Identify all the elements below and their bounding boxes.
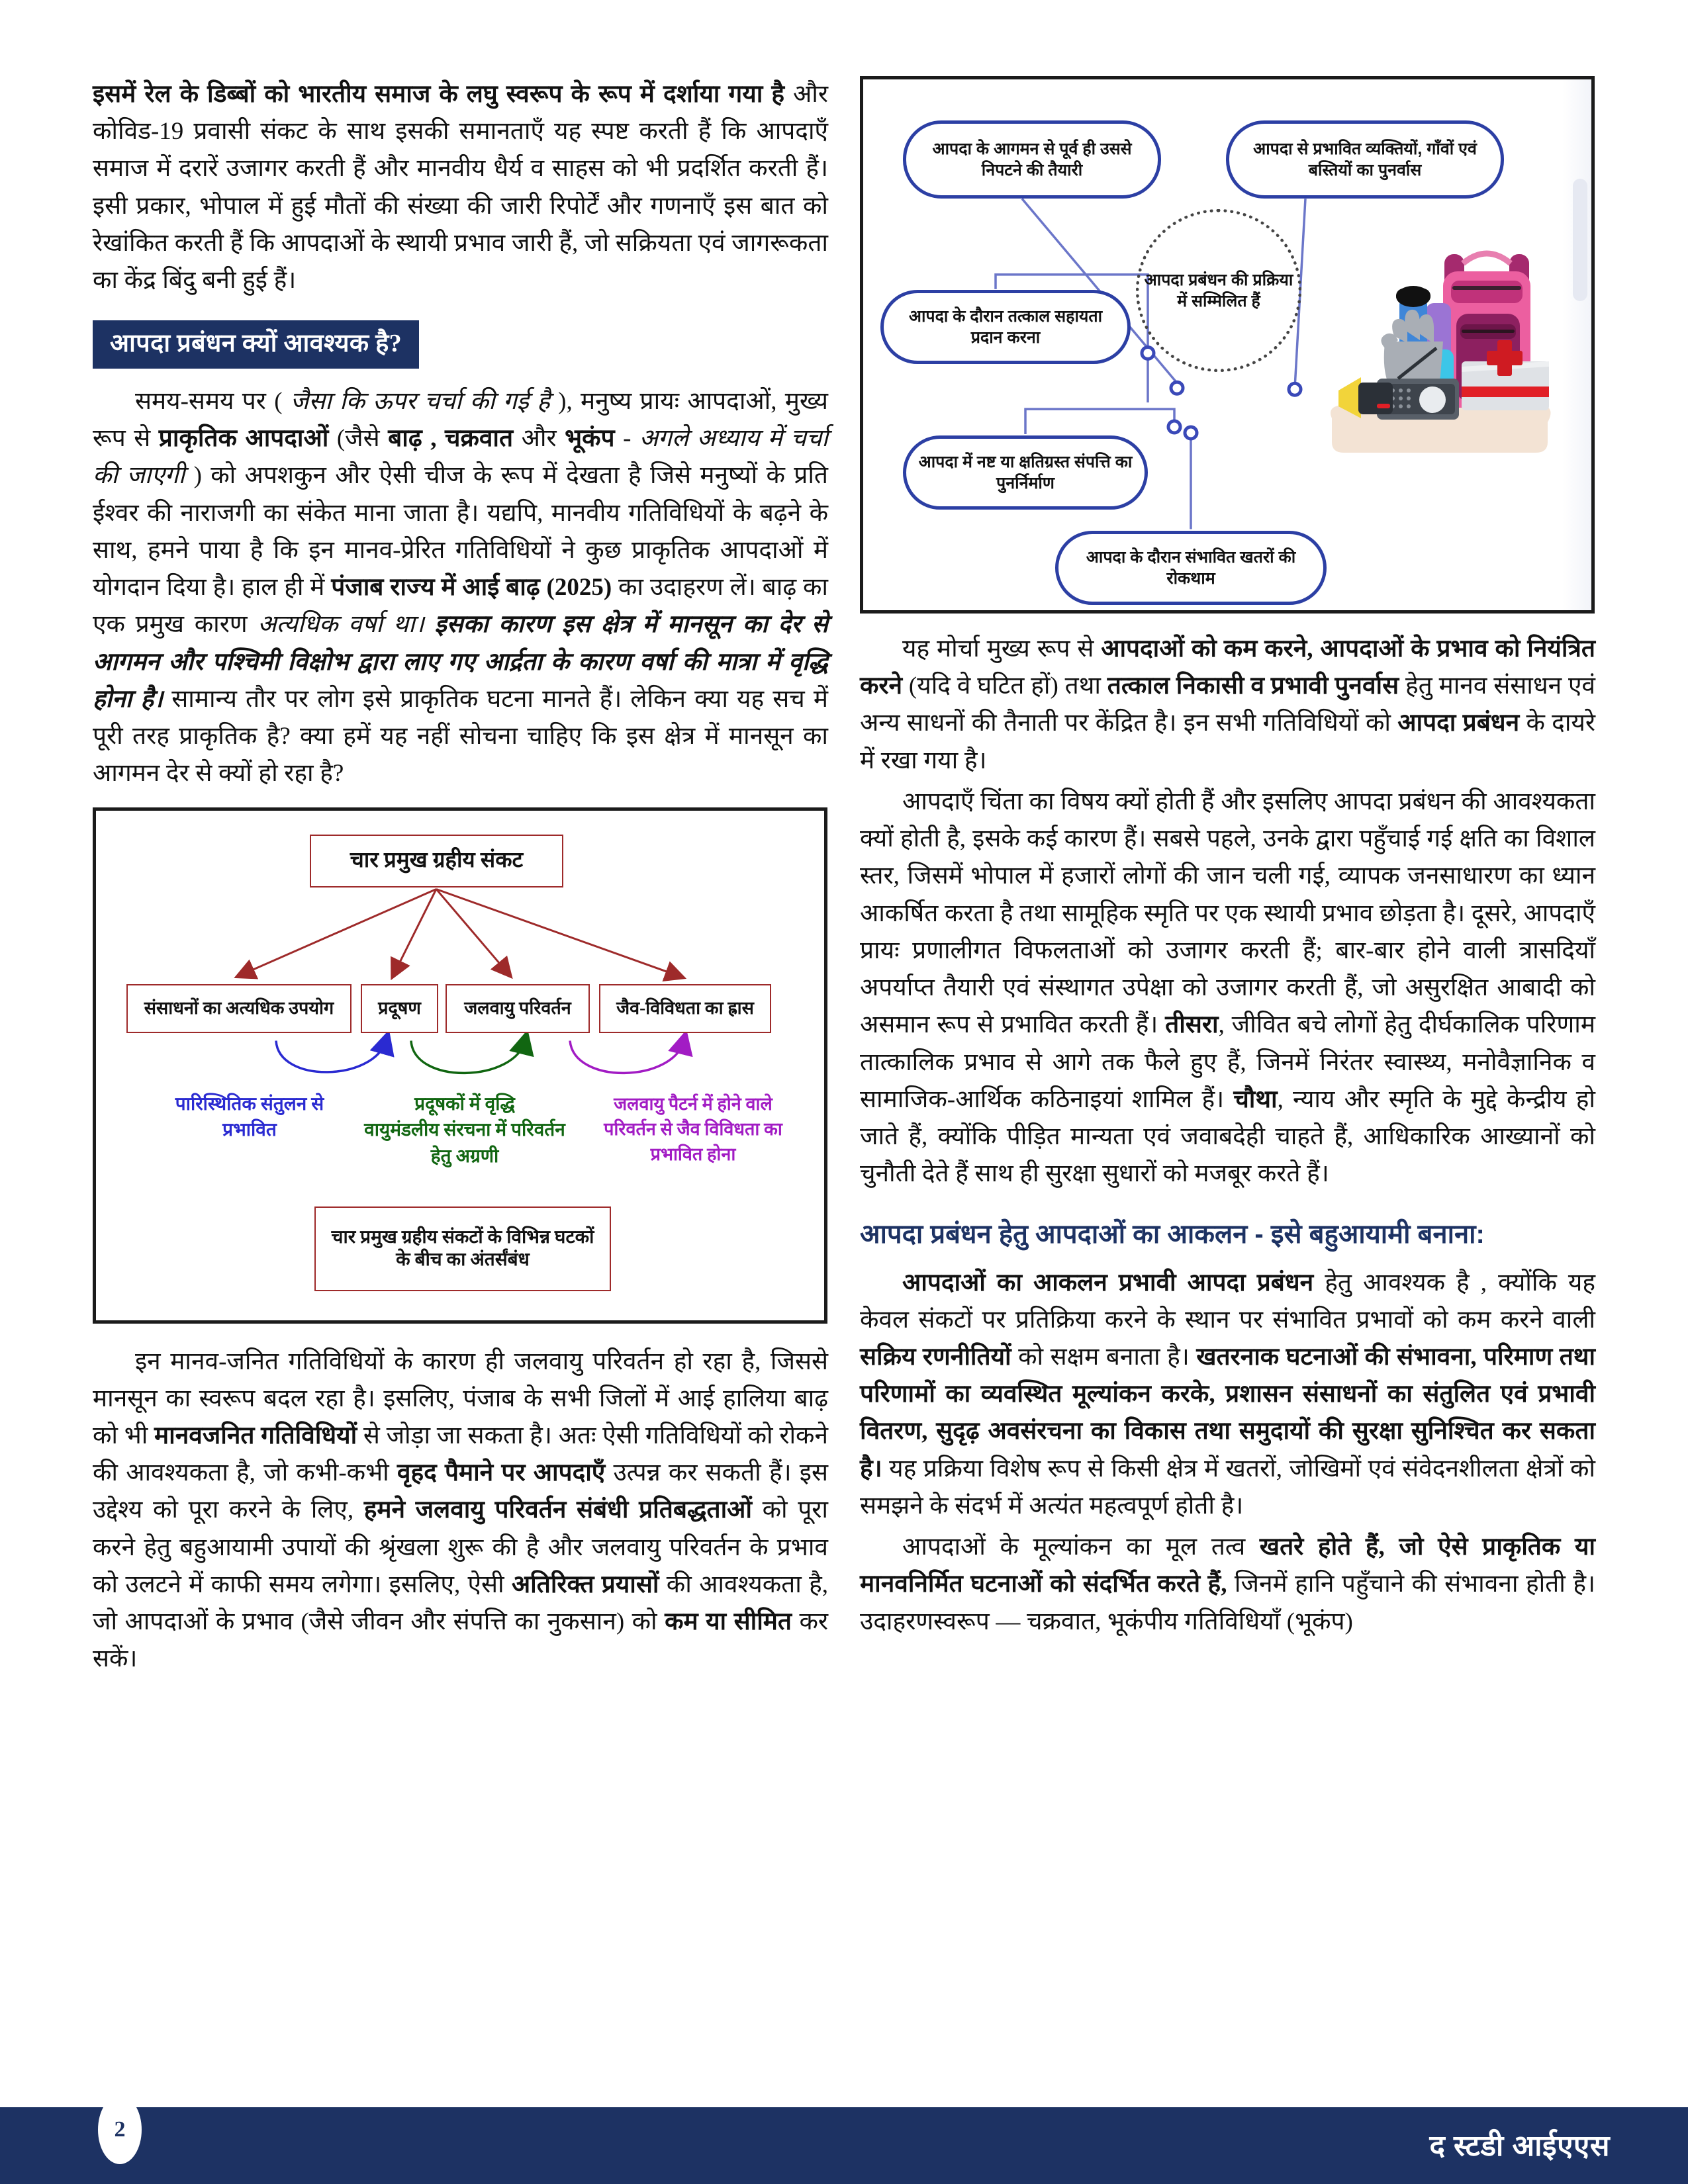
paragraph-natural-disasters: समय-समय पर ( जैसा कि ऊपर चर्चा की गई है ), मनुष्य प्रायः आपदाओं, मुख्य रूप से प्राकृतिक आपदाओं (जैसे बाढ़ , चक्रवात और भूकंप - अगले अध्याय में चर्चा की जाएगी ) को अपशकुन और ऐसी चीज के रूप में देखता है जिसे मनुष्यों के प्रति ईश्वर की नाराजगी का संकेत माना जाता है। यद्यपि, मानवीय गतिविधियों के बढ़ने के साथ, हमने पाया है कि इन मानव-प्रेरित गतिविधियों ने कुछ प्राकृतिक आपदाओं में योगदान दिया है। हाल ही में पंजाब राज्य में आई बाढ़ (2025) का उदाहरण लें। बाढ़ का एक प्रमुख कारण अत्यधिक वर्षा था। इसका कारण इस क्षेत्र में मानसून का देर से आगमन और पश्चिमी विक्षोभ द्वारा लाए गए आर्द्रता के कारण वर्षा की मात्रा में वृद्धि होना है। सामान्य तौर पर लोग इसे प्राकृतिक घटना मानते हैं। लेकिन क्या यह सच में पूरी तरह प्राकृतिक है? क्या हमें यह नहीं सोचना चाहिए कि इस क्षेत्र में मानसून का आगमन देर से क्यों हो रहा है? [93,387,829,788]
crisis-box-resource-overuse: संसाधनों का अत्यधिक उपयोग [126,984,352,1033]
page-number-badge: 2 [98,2095,142,2164]
paragraph-anthropogenic-activities: इन मानव-जनित गतिविधियों के कारण ही जलवायु परिवर्तन हो रहा है, जिससे मानसून का स्वरूप बदल रहा है। इसलिए, पंजाब के सभी जिलों में आई हालिया बाढ़ को भी मानवजनित गतिविधियों से जोड़ा जा सकता है। अतः ऐसी गतिविधियों को रोकने की आवश्यकता है, जो कभी-कभी वृहद पैमाने पर आपदाएँ उत्पन्न कर सकती हैं। इस उद्देश्य को पूरा करने के लिए, हमने जलवायु परिवर्तन संबंधी प्रतिबद्धताओं को पूरा करने हेतु बहुआयामी उपायों की श्रृंखला शुरू की है और जलवायु परिवर्तन के प्रभाव को उलटने में काफी समय लगेगा। इसलिए, ऐसी अतिरिक्त प्रयासों की आवश्यकता है, जो आपदाओं के प्रभाव (जैसे जीवन और संपत्ति का नुकसान) को कम या सीमित कर सकें। [93,1347,829,1673]
crisis-bottom-line-1: चार प्रमुख ग्रहीय संकटों के विभिन्न घटकों [331,1226,594,1248]
figure1-hub-label: आपदा प्रबंधन की प्रक्रिया में सम्मिलित हैं [1136,209,1301,372]
figure-disaster-management-process [860,76,1595,614]
crisis-bottom-box [314,1206,611,1291]
paragraph-why-disasters-concern: आपदाएँ चिंता का विषय क्यों होती हैं और इसलिए आपदा प्रबंधन की आवश्यकता क्यों होती है, इसके कई कारण हैं। सबसे पहले, उनके द्वारा पहुँचाई गई क्षति का विशाल स्तर, जिसमें भोपाल में हजारों लोगों की जान चली गई, व्यापक जनसाधारण का ध्यान आकर्षित करता है तथा सामूहिक स्मृति पर एक स्थायी प्रभाव छोड़ता है। दूसरे, आपदाएँ प्रायः प्रणालीगत विफलताओं को उजागर करती हैं; बार-बार होने वाली त्रासदियाँ अपर्याप्त तैयारी एवं संस्थागत उपेक्षा को उजागर करती हैं, जो असुरक्षित आबादी को असमान रूप से प्रभावित करती हैं। तीसरा, जीवित बचे लोगों हेतु दीर्घकालिक परिणाम तात्कालिक प्रभाव से आगे तक फैले हुए हैं, जिनमें निरंतर स्वास्थ्य, मनोवैज्ञानिक व सामाजिक-आर्थिक कठिनाइयां शामिल हैं। चौथा, न्याय और स्मृति के मुद्दे केन्द्रीय हो जाते हैं, क्योंकि पीड़ित मान्यता एवं जवाबदेही चाहते हैं, आधिकारिक आख्यानों को चुनौती देते हैं साथ ही सुरक्षा सुधारों को मजबूर करते हैं। [860,788,1595,1188]
figure1-canvas [863,79,1591,610]
figure1-node-reconstruction: आपदा में नष्ट या क्षतिग्रस्त संपत्ति का पुनर्निर्माण [903,435,1148,510]
left-column [93,76,828,1682]
figure1-edge-gradient [1562,79,1591,610]
right-column [860,76,1595,1645]
figure-four-planetary-crises [93,807,827,1324]
paragraph-front-focus: यह मोर्चा मुख्य रूप से आपदाओं को कम करने, आपदाओं के प्रभाव को नियंत्रित करने (यदि वे घटित हों) तथा तत्काल निकासी व प्रभावी पुनर्वास हेतु मानव संसाधन एवं अन्य साधनों की तैनाती पर केंद्रित है। इन सभी गतिविधियों को आपदा प्रबंधन के दायरे में रखा गया है। [860,635,1595,774]
crisis-box-pollution: प्रदूषण [361,984,438,1033]
section-heading-why-disaster-management: आपदा प्रबंधन क्यों आवश्यक है? [93,320,419,369]
crisis-top-box: चार प्रमुख ग्रहीय संकट [310,835,563,887]
crisis-bottom-line-2: के बीच का अंतर्संबंध [396,1249,530,1270]
caption-ecological-balance: पारिस्थितिक संतुलन से प्रभावित [175,1093,324,1141]
emergency-kit-illustration [1320,220,1565,463]
heading-multidimensional-assessment: आपदा प्रबंधन हेतु आपदाओं का आकलन - इसे बहुआयामी बनाना: [860,1219,1485,1249]
two-column-layout [93,76,1595,1682]
figure1-node-rehabilitation: आपदा से प्रभावित व्यक्तियों, गाँवों एवं बस्तियों का पुनर्वास [1226,120,1504,199]
figure1-node-immediate-relief: आपदा के दौरान तत्काल सहायता प्रदान करना [880,290,1131,364]
paragraph-hazards-definition: आपदाओं के मूल्यांकन का मूल तत्व खतरे होते हैं, जो ऐसे प्राकृतिक या मानवनिर्मित घटनाओं को संदर्भित करते हैं, जिनमें हानि पहुँचाने की संभावना होती है। उदाहरणस्वरूप — चक्रवात, भूकंपीय गतिविधियाँ (भूकंप) [860,1533,1595,1635]
figure1-scroll-artifact [1573,179,1587,301]
paragraph-rail-coaches: इसमें रेल के डिब्बों को भारतीय समाज के लघु स्वरूप के रूप में दर्शाया गया है और कोविड-19 प्रवासी संकट के साथ इसकी समानताएँ यह स्पष्ट करती हैं कि आपदाएँ समाज में दरारें उजागर करती हैं और मानवीय धैर्य व साहस को भी प्रदर्शित करती हैं। इसी प्रकार, भोपाल में हुई मौतों की संख्या की जारी रिपोर्टें और गणनाएँ इस बात को रेखांकित करती हैं कि आपदाओं के स्थायी प्रभाव जारी हैं, जो सक्रियता एवं जागरूकता का केंद्र बिंदु बनी हुई हैं। [93,81,828,295]
crisis-box-climate-change: जलवायु परिवर्तन [445,984,590,1033]
footer-brand-name: द स्टडी आईएएस [1429,2130,1610,2162]
paragraph-assessment-necessity: आपदाओं का आकलन प्रभावी आपदा प्रबंधन हेतु आवश्यक है , क्योंकि यह केवल संकटों पर प्रतिक्रिया करने के स्थान पर संभावित प्रभावों को कम करने वाली सक्रिय रणनीतियों को सक्षम बनाता है। खतरनाक घटनाओं की संभावना, परिमाण तथा परिणामों का व्यवस्थित मूल्यांकन करके, प्रशासन संसाधनों का संतुलित एवं प्रभावी वितरण, सुदृढ़ अवसंरचना का विकास तथा समुदायों की सुरक्षा सुनिश्चित कर सकता है। यह प्रक्रिया विशेष रूप से किसी क्षेत्र में खतरों, जोखिमों एवं संवेदनशीलता क्षेत्रों को समझने के संदर्भ में अत्यंत महत्वपूर्ण होती है। [860,1269,1596,1520]
crisis-box-biodiversity-loss: जैव-विविधता का ह्रास [599,984,771,1033]
figure1-node-risk-prevention: आपदा के दौरान संभावित खतरों की रोकथाम [1055,531,1327,605]
figure1-node-preparedness: आपदा के आगमन से पूर्व ही उससे निपटने की तैयारी [903,120,1161,199]
caption-climate-pattern: जलवायु पैटर्न में होने वाले परिवर्तन से जैव विविधता का प्रभावित होना [604,1093,782,1165]
caption-pollutant-increase: प्रदूषकों में वृद्धि वायुमंडलीय संरचना में परिवर्तन हेतु अग्रणी [364,1093,565,1167]
page-footer [0,2107,1688,2184]
